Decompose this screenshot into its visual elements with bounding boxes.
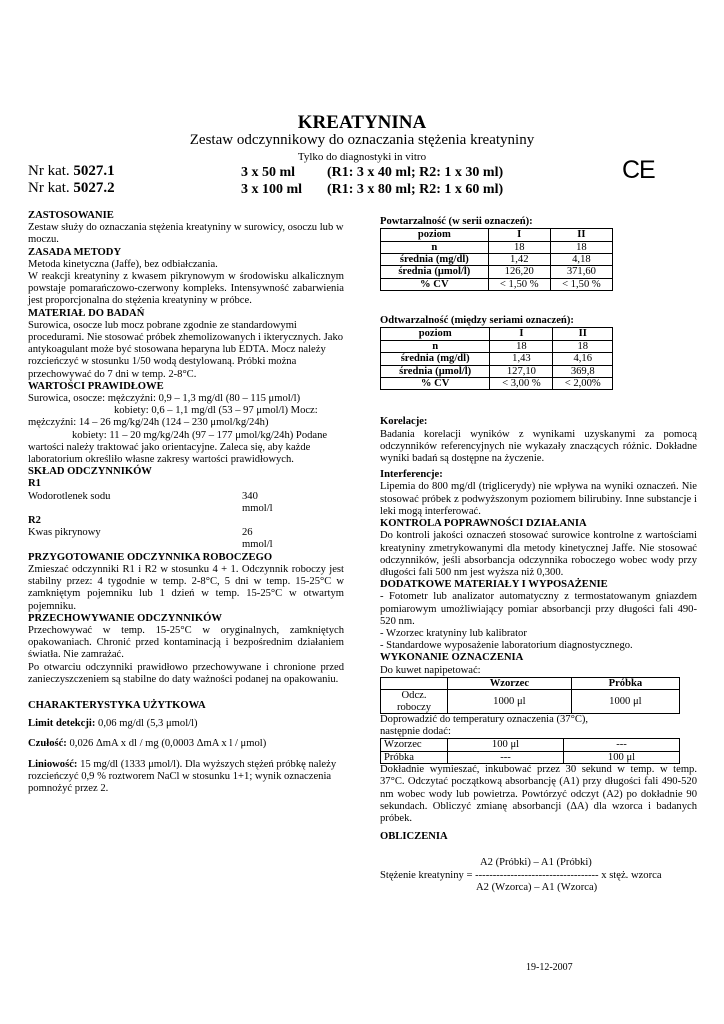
section-heading: PRZYGOTOWANIE ODCZYNNIKA ROBOCZEGO	[28, 551, 273, 563]
table-row	[381, 266, 613, 278]
right-column	[380, 216, 697, 895]
paragraph: Dokładnie wymieszać, inkubować przez 30 sekund w temp. w temp. 37°C. Odczytać początkową absorbancję (A1) przy długości fali 490-520 nm wobec wody lub powietrza. Powtórzyć odczyt (A2) po dokładnie 90 sekundach. Obliczyć zmianę absorbancji (ΔA) dla wzorca i badanych próbek.	[380, 764, 697, 824]
table-cell: ---	[448, 751, 564, 763]
reagent-value: 26 mmol/l	[242, 527, 273, 551]
paragraph: Surowica, osocze: mężczyźni: 0,9 – 1,3 mg/dl (80 – 115 μmol/l)	[28, 393, 301, 405]
reagent-item: Wodorotlenek sodu	[28, 490, 111, 502]
section-heading: Powtarzalność (w serii oznaczeń):	[380, 216, 533, 227]
table-cell: % CV	[381, 278, 489, 290]
table-cell	[381, 677, 448, 689]
table-cell: n	[381, 241, 489, 253]
paragraph: Doprowadzić do temperatury oznaczenia (37°C), następnie dodać:	[380, 713, 589, 738]
paragraph: mężczyźni: 14 – 26 mg/kg/24h (124 – 230 μmol/kg/24h)	[28, 417, 269, 429]
paragraph: Badania korelacji wyników z wynikami uzyskanymi za pomocą odczynników referencyjnych nie wykazały znaczących różnic. Dokładne wyniki badań są dostępne na życzenie.	[380, 428, 697, 465]
list-item: - Wzorzec kratyniny lub kalibrator	[380, 627, 527, 639]
table-cell: < 1,50 %	[488, 278, 550, 290]
table-row	[381, 254, 613, 266]
table-row	[381, 751, 680, 763]
table-cell: I	[488, 229, 550, 241]
paragraph: kobiety: 0,6 – 1,1 mg/dl (53 – 97 μmol/l) Mocz:	[114, 405, 318, 417]
section-heading: MATERIAŁ DO BADAŃ	[28, 307, 145, 319]
table-cell: 4,18	[550, 254, 612, 266]
table-cell: 127,10	[490, 365, 553, 377]
section-heading: WARTOŚCI PRAWIDŁOWE	[28, 380, 164, 392]
formula-numerator: A2 (Próbki) – A1 (Próbki)	[480, 857, 592, 869]
table-cell: 1,42	[488, 254, 550, 266]
table-cell: poziom	[381, 328, 490, 340]
pack-size-2: 3 x 100 ml	[241, 182, 303, 197]
section-heading: DODATKOWE MATERIAŁY I WYPOSAŻENIE	[380, 579, 608, 591]
table-cell: 1,43	[490, 353, 553, 365]
table-cell: 18	[550, 241, 612, 253]
table-cell: < 1,50 %	[550, 278, 612, 290]
section-heading: WYKONANIE OZNACZENIA	[380, 652, 524, 664]
table-cell: 1000 μl	[448, 690, 572, 714]
reagent-value: 340 mmol/l	[242, 490, 273, 514]
left-column	[28, 210, 344, 795]
table-row	[381, 739, 680, 751]
pack-composition-2: (R1: 3 x 80 ml; R2: 1 x 60 ml)	[327, 182, 504, 197]
paragraph: wartości należy traktować jako orientacyjne. Zaleca się, aby każde laboratorium określiło własne zakresy wartości prawidłowych.	[28, 441, 311, 466]
table-cell: I	[490, 328, 553, 340]
list-item: - Fotometr lub analizator automatyczny z termostatowanym gniazdem pomiarowym umożliwiający pomiar absorbancji przy długości fali 490-520 nm.	[380, 591, 697, 627]
table-row	[381, 353, 613, 365]
paragraph: Zmieszać odczynniki R1 i R2 w stosunku 4 + 1. Odczynnik roboczy jest stabilny przez: 4 tygodnie w temp. 2-8°C, 5 dni w temp. 15-25°C w zamkniętym pojemniku lub 1 dzień w temp. 15-25°C w otwartym pojemniku.	[28, 563, 344, 612]
section-heading: Korelacje:	[380, 416, 428, 428]
table-cell: Wzorzec	[381, 739, 448, 751]
paragraph: Przechowywać w temp. 15-25°C w oryginalnych, zamkniętych opakowaniach. Chronić przed kontaminacją i bezpośrednim działaniem światła. Nie zamrażać.	[28, 624, 344, 661]
reagent-label: R2	[28, 515, 41, 527]
paragraph: Do kontroli jakości oznaczeń stosować surowice kontrolne z wartościami kreatyniny zmetrykowanymi dla metody kinetycznej Jaffe. Nie stosować odczynników, jeśli absorbancja odczynnika roboczego wobec wody przy długości fali 500 nm jest wyższa niż 0,300.	[380, 530, 697, 578]
table-cell: średnia (mg/dl)	[381, 353, 490, 365]
reagent-row	[28, 527, 344, 551]
reagent-row	[28, 491, 344, 515]
section-heading: PRZECHOWYWANIE ODCZYNNIKÓW	[28, 612, 222, 624]
reproducibility-table	[380, 327, 613, 390]
table-row	[381, 328, 613, 340]
section-heading: Interferencje:	[380, 469, 443, 481]
paragraph: Zestaw służy do oznaczania stężenia kreatyniny w surowicy, osoczu lub w moczu.	[28, 222, 344, 246]
table-cell: n	[381, 340, 490, 352]
paragraph: Liniowość: 15 mg/dl (1333 μmol/l). Dla wyższych stężeń próbkę należy rozcieńczyć 0,9 % roztworem NaCl w stosunku 1+1; wynik oznaczenia pomnożyć przez 2.	[28, 758, 337, 794]
table-cell: 369,8	[553, 365, 613, 377]
table-cell: 18	[490, 340, 553, 352]
paragraph: Czułość: 0,026 ΔmA x dl / mg (0,0003 ΔmA x l / μmol)	[28, 738, 267, 750]
table-cell: < 3,00 %	[490, 378, 553, 390]
section-heading: SKŁAD ODCZYNNIKÓW	[28, 466, 152, 478]
table-cell: 100 μl	[564, 751, 680, 763]
list-item: - Standardowe wyposażenie laboratorium diagnostycznego.	[380, 640, 633, 652]
table-row	[381, 241, 613, 253]
catalog-number-1: Nr kat. 5027.1	[28, 163, 115, 179]
table-cell: średnia (mg/dl)	[381, 254, 489, 266]
paragraph: W reakcji kreatyniny z kwasem pikrynowym w środowisku alkalicznym powstaje pomarańczowo-czerwony kompleks. Intensywność zabarwienia jest proporcjonalna do stężenia kreatyniny w próbce.	[28, 271, 344, 307]
reagent-item: Kwas pikrynowy	[28, 527, 101, 539]
table-cell: Próbka	[571, 677, 679, 689]
table-cell: średnia (μmol/l)	[381, 266, 489, 278]
table-cell: średnia (μmol/l)	[381, 365, 490, 377]
table-cell: II	[550, 229, 612, 241]
table-cell: 126,20	[488, 266, 550, 278]
document-subtitle: Zestaw odczynnikowy do oznaczania stężenia kreatyniny	[189, 132, 535, 148]
paragraph: Limit detekcji: 0,06 mg/dl (5,3 μmol/l)	[28, 718, 198, 730]
table-cell: Wzorzec	[448, 677, 572, 689]
paragraph: Surowica, osocze lub mocz pobrane zgodnie ze standardowymi procedurami. Nie stosować próbek zhemolizowanych i ikterycznych. Jako antykoagulant może być stosowana heparyna lub EDTA. Mocz należy rozcieńczyć w stosunku 1/50 wodą destylowaną. Próbki można przechowywać do 7 dni w temp. 2-8°C.	[28, 319, 344, 380]
table-cell: % CV	[381, 378, 490, 390]
section-heading: KONTROLA POPRAWNOŚCI DZIAŁANIA	[380, 518, 587, 530]
table-cell: < 2,00%	[553, 378, 613, 390]
table-cell: 1000 μl	[571, 690, 679, 714]
table-cell: ---	[564, 739, 680, 751]
section-heading: OBLICZENIA	[380, 831, 448, 843]
section-heading: CHARAKTERYSTYKA UŻYTKOWA	[28, 699, 206, 711]
table-cell: Odcz. roboczy	[381, 690, 448, 714]
document-title: KREATYNINA	[297, 112, 427, 133]
table-row	[381, 340, 613, 352]
table-cell: Próbka	[381, 751, 448, 763]
paragraph: Metoda kinetyczna (Jaffe), bez odbiałczania.	[28, 258, 218, 270]
formula-line: Stężenie kreatyniny = ----------------------------------- x stęż. wzorca	[380, 869, 662, 881]
procedure-table-1	[380, 677, 680, 714]
table-cell: 4,16	[553, 353, 613, 365]
table-cell: 18	[553, 340, 613, 352]
table-row	[381, 690, 680, 714]
catalog-number-2: Nr kat. 5027.2	[28, 180, 115, 196]
table-row	[381, 677, 680, 689]
table-cell: 371,60	[550, 266, 612, 278]
pack-composition-1: (R1: 3 x 40 ml; R2: 1 x 30 ml)	[327, 165, 504, 180]
table-row	[381, 229, 613, 241]
paragraph: Do kuwet napipetować:	[380, 664, 481, 676]
paragraph: Lipemia do 800 mg/dl (triglicerydy) nie wpływa na wyniki oznaczeń. Nie stosować próbek z podwyższonym poziomem bilirubiny. Inne substancje i leki mogą interferować.	[380, 481, 697, 517]
ce-mark-icon: CE	[622, 156, 655, 184]
paragraph: Po otwarciu odczynniki prawidłowo przechowywane i chronione przed zanieczyszczeniem są stabilne do daty ważności podanej na opakowaniu.	[28, 661, 344, 685]
procedure-table-2	[380, 738, 680, 764]
table-cell: poziom	[381, 229, 489, 241]
table-row	[381, 378, 613, 390]
repeatability-table	[380, 228, 613, 291]
table-cell: II	[553, 328, 613, 340]
reagent-label: R1	[28, 478, 41, 490]
pack-size-1: 3 x 50 ml	[241, 165, 296, 180]
paragraph: kobiety: 11 – 20 mg/kg/24h (97 – 177 μmol/kg/24h) Podane	[72, 429, 328, 441]
formula	[380, 857, 697, 894]
table-row	[381, 365, 613, 377]
table-cell: 100 μl	[448, 739, 564, 751]
section-heading: Odtwarzalność (między seriami oznaczeń):	[380, 315, 574, 327]
diagnostic-note: Tylko do diagnostyki in vitro	[297, 151, 427, 163]
section-heading: ZASTOSOWANIE	[28, 210, 114, 221]
formula-denominator: A2 (Wzorca) – A1 (Wzorca)	[476, 882, 598, 894]
section-heading: ZASADA METODY	[28, 246, 122, 258]
document-date: 19-12-2007	[526, 962, 573, 973]
table-cell: 18	[488, 241, 550, 253]
table-row	[381, 278, 613, 290]
